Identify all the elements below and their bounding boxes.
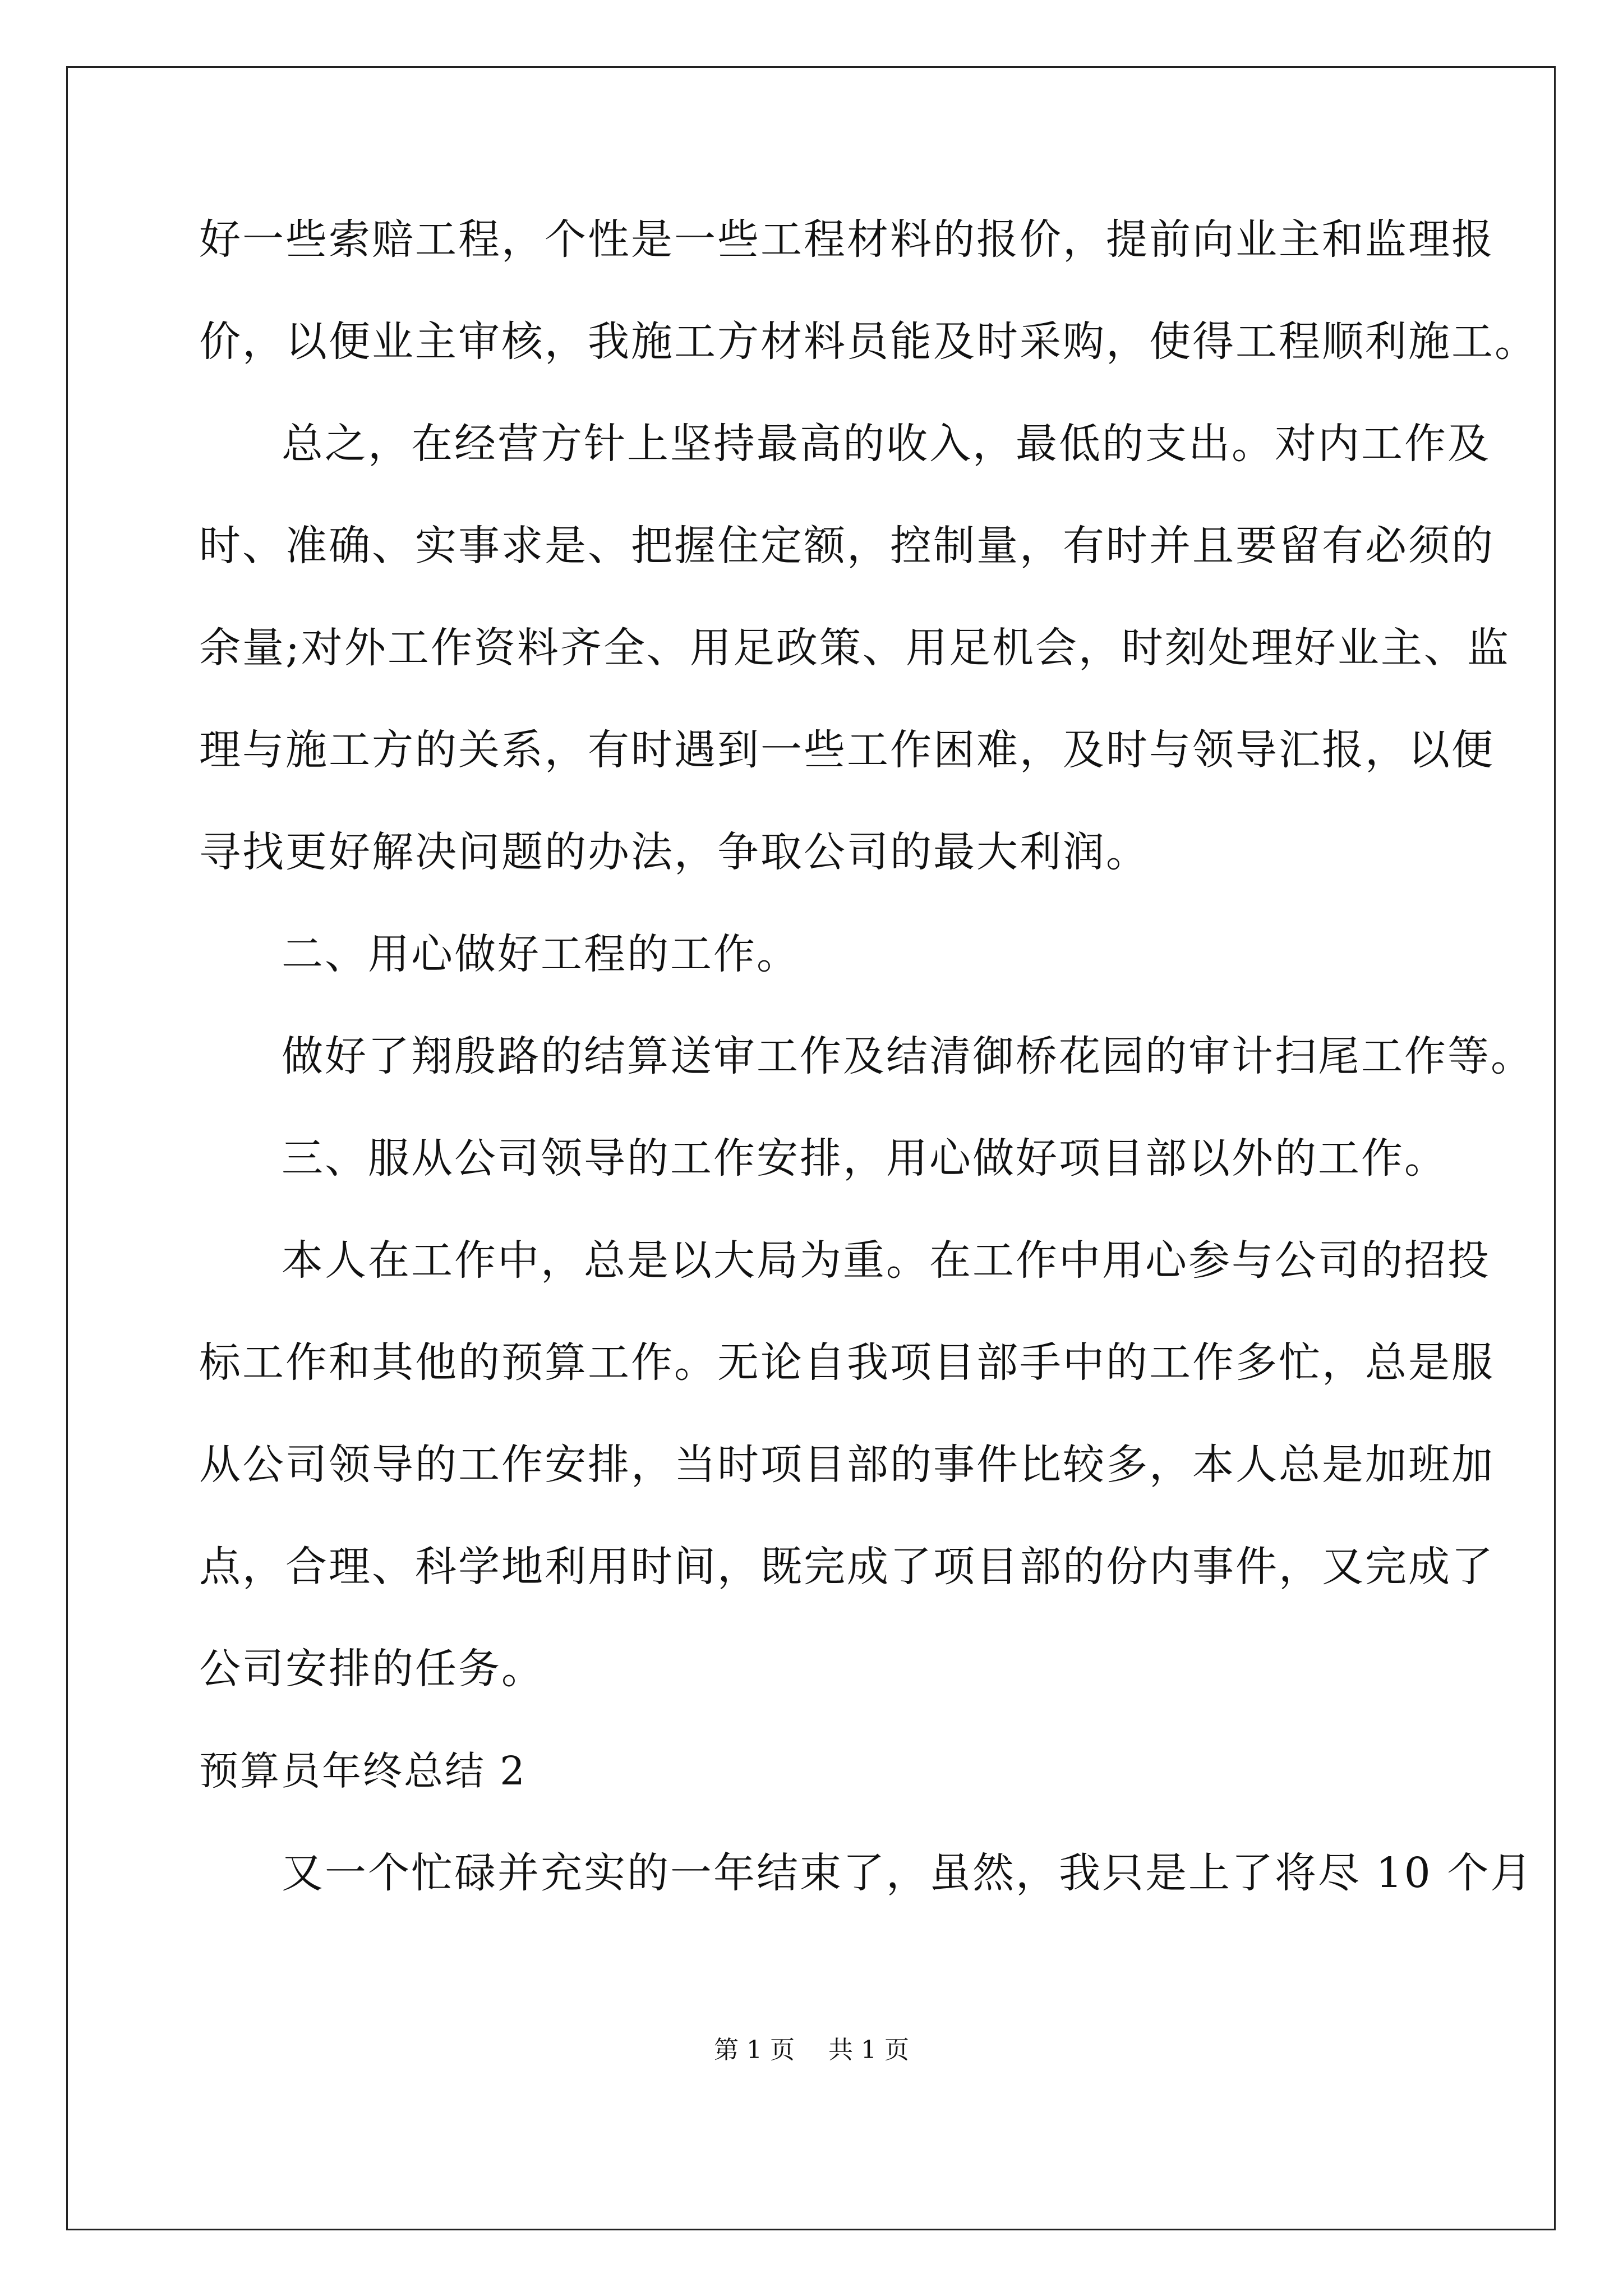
paragraph-line: 寻找更好解决问题的办法，争取公司的最大利润。: [199, 828, 1149, 876]
paragraph-line: 本人在工作中，总是以大局为重。在工作中用心参与公司的招投: [282, 1236, 1491, 1285]
page-total: 共 1 页: [828, 2036, 909, 2064]
paragraph-line: 点，合理、科学地利用时间，既完成了项目部的份内事件，又完成了: [199, 1543, 1495, 1591]
paragraph-line: 标工作和其他的预算工作。无论自我项目部手中的工作多忙，总是服: [199, 1338, 1495, 1387]
page-footer: [0, 2033, 1623, 2067]
paragraph-line: 余量;对外工作资料齐全、用足政策、用足机会，时刻处理好业主、监: [199, 624, 1510, 672]
paragraph-line: 理与施工方的关系，有时遇到一些工作困难，及时与领导汇报，以便: [199, 726, 1495, 774]
paragraph-line: 又一个忙碌并充实的一年结束了，虽然，我只是上了将尽 10 个月: [282, 1849, 1534, 1897]
section-heading: 三、服从公司领导的工作安排，用心做好项目部以外的工作。: [282, 1134, 1447, 1182]
page-number: 第 1 页: [714, 2036, 795, 2064]
document-title: 预算员年终总结 2: [199, 1748, 527, 1794]
paragraph-line: 好一些索赔工程，个性是一些工程材料的报价，提前向业主和监理报: [199, 215, 1495, 264]
paragraph-line: 总之，在经营方针上坚持最高的收入，最低的支出。对内工作及: [282, 420, 1491, 468]
document-body: [199, 209, 1538, 1944]
paragraph-line: 做好了翔殷路的结算送审工作及结清御桥花园的审计扫尾工作等。: [282, 1032, 1534, 1080]
section-heading: 二、用心做好工程的工作。: [282, 930, 800, 978]
paragraph-line: 从公司领导的工作安排，当时项目部的事件比较多，本人总是加班加: [199, 1441, 1495, 1489]
paragraph-line: 价，以便业主审核，我施工方材料员能及时采购，使得工程顺利施工。: [199, 318, 1538, 366]
paragraph-line: 时、准确、实事求是、把握住定额，控制量，有时并且要留有必须的: [199, 522, 1495, 570]
paragraph-line: 公司安排的任务。: [199, 1645, 545, 1693]
